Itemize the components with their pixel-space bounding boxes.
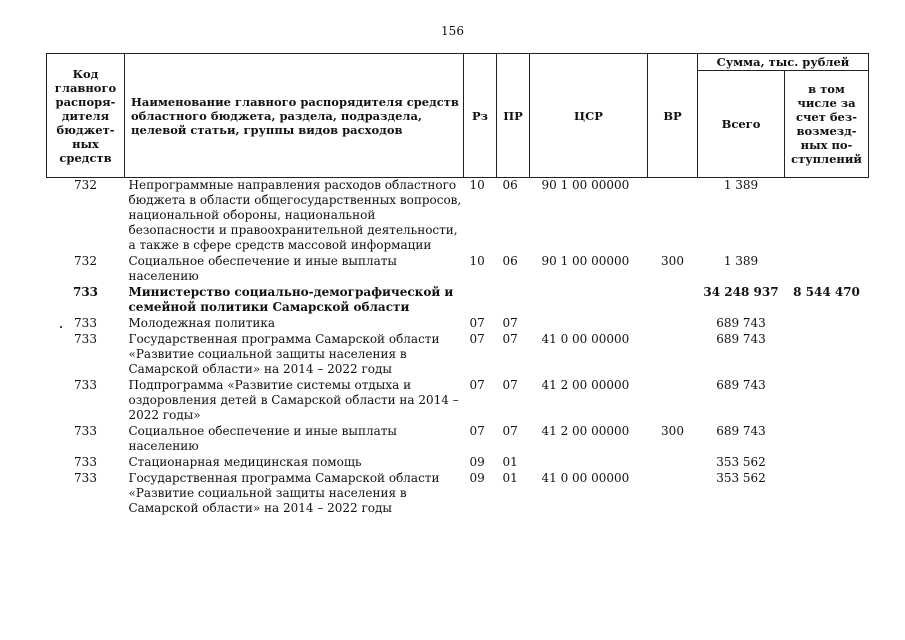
row-name: Министерство социально-демографической и семейной политики Самарской области <box>128 285 454 314</box>
row-total: 353 562 <box>716 471 766 485</box>
header-total: Всего <box>698 71 785 178</box>
row-grant <box>785 455 869 471</box>
row-code: 732 <box>74 254 97 268</box>
table-row <box>47 332 869 378</box>
table-row <box>47 455 869 471</box>
row-name: Молодежная политика <box>128 316 276 330</box>
row-grant <box>785 254 869 285</box>
row-rz: 10 <box>469 254 485 268</box>
header-sum-group: Сумма, тыс. рублей <box>698 54 869 71</box>
row-grant <box>785 316 869 332</box>
row-pr: 06 <box>502 178 518 192</box>
row-rz: 10 <box>469 178 485 192</box>
row-code: 733 <box>72 285 99 299</box>
row-grant <box>785 471 869 517</box>
row-total: 689 743 <box>716 316 766 330</box>
row-vr <box>648 471 698 517</box>
table-row <box>47 378 869 424</box>
row-pr: 07 <box>502 332 518 346</box>
table-row <box>47 424 869 455</box>
row-csr: 41 2 00 00000 <box>541 378 630 392</box>
row-grant <box>785 332 869 378</box>
row-csr <box>530 285 648 316</box>
row-total: 353 562 <box>716 455 766 469</box>
header-csr: ЦСР <box>530 54 648 178</box>
row-pr: 01 <box>502 455 518 469</box>
row-pr <box>497 285 530 316</box>
row-csr: 41 0 00 00000 <box>541 471 630 485</box>
row-pr: 06 <box>502 254 518 268</box>
row-pr: 07 <box>502 424 518 438</box>
row-total: 689 743 <box>716 378 766 392</box>
row-vr <box>648 332 698 378</box>
row-rz: 09 <box>469 471 485 485</box>
row-grant: 8 544 470 <box>793 285 860 299</box>
row-grant <box>785 378 869 424</box>
table-row <box>47 254 869 285</box>
row-code: 732 <box>74 178 97 192</box>
page-number: 156 <box>441 24 464 38</box>
row-total: 689 743 <box>716 332 766 346</box>
row-code: 733 <box>74 332 97 346</box>
row-name: Государственная программа Самарской области «Развитие социальной защиты населения в Самарской области» на 2014 – 2022 годы <box>128 471 440 515</box>
row-vr <box>648 285 698 316</box>
row-total: 1 389 <box>723 178 759 192</box>
row-total: 34 248 937 <box>703 285 779 299</box>
row-vr <box>648 316 698 332</box>
row-csr <box>530 316 648 332</box>
header-code: Код главного распоря-дителя бюджет-ных средств <box>47 54 125 178</box>
row-csr: 90 1 00 00000 <box>541 254 630 268</box>
row-name: Подпрограмма «Развитие системы отдыха и оздоровления детей в Самарской области на 2014 – 2022 годы» <box>128 378 459 422</box>
table-row <box>47 316 869 332</box>
row-csr <box>530 455 648 471</box>
header-pr: ПР <box>497 54 530 178</box>
row-total: 1 389 <box>723 254 759 268</box>
table-header <box>47 54 869 178</box>
row-vr <box>648 378 698 424</box>
row-code: 733 <box>74 455 97 469</box>
row-csr: 41 0 00 00000 <box>541 332 630 346</box>
table-row <box>47 285 869 316</box>
row-rz <box>464 285 497 316</box>
row-grant <box>785 424 869 455</box>
row-vr: 300 <box>661 254 684 268</box>
row-rz: 07 <box>469 316 485 330</box>
header-grant: в том числе за счет без-возмезд-ных по-ступлений <box>785 71 869 178</box>
row-grant <box>785 178 869 255</box>
row-csr: 41 2 00 00000 <box>541 424 630 438</box>
row-name: Непрограммные направления расходов областного бюджета в области общегосударственных вопросов, национальной обороны, национальной безопасности и правоохранительной деятельности, а также в сфере средств массовой информации <box>128 178 462 252</box>
budget-table <box>46 53 869 517</box>
row-vr <box>648 455 698 471</box>
row-name: Государственная программа Самарской области «Развитие социальной защиты населения в Самарской области» на 2014 – 2022 годы <box>128 332 440 376</box>
row-vr: 300 <box>661 424 684 438</box>
row-name: Стационарная медицинская помощь <box>128 455 362 469</box>
row-vr <box>648 178 698 255</box>
row-rz: 07 <box>469 424 485 438</box>
scan-dot <box>60 326 62 328</box>
row-code: 733 <box>74 316 97 330</box>
row-csr: 90 1 00 00000 <box>541 178 630 192</box>
row-pr: 01 <box>502 471 518 485</box>
header-rz: Рз <box>464 54 497 178</box>
row-rz: 07 <box>469 332 485 346</box>
header-vr: ВР <box>648 54 698 178</box>
row-rz: 09 <box>469 455 485 469</box>
row-code: 733 <box>74 378 97 392</box>
row-code: 733 <box>74 424 97 438</box>
table-row <box>47 178 869 255</box>
row-code: 733 <box>74 471 97 485</box>
table-body <box>47 178 869 518</box>
row-pr: 07 <box>502 316 518 330</box>
row-name: Социальное обеспечение и иные выплаты населению <box>128 424 397 453</box>
row-pr: 07 <box>502 378 518 392</box>
header-name: Наименование главного распорядителя средств областного бюджета, раздела, подраздела, целевой статьи, группы видов расходов <box>125 54 464 178</box>
row-rz: 07 <box>469 378 485 392</box>
table-row <box>47 471 869 517</box>
row-total: 689 743 <box>716 424 766 438</box>
row-name: Социальное обеспечение и иные выплаты населению <box>128 254 397 283</box>
